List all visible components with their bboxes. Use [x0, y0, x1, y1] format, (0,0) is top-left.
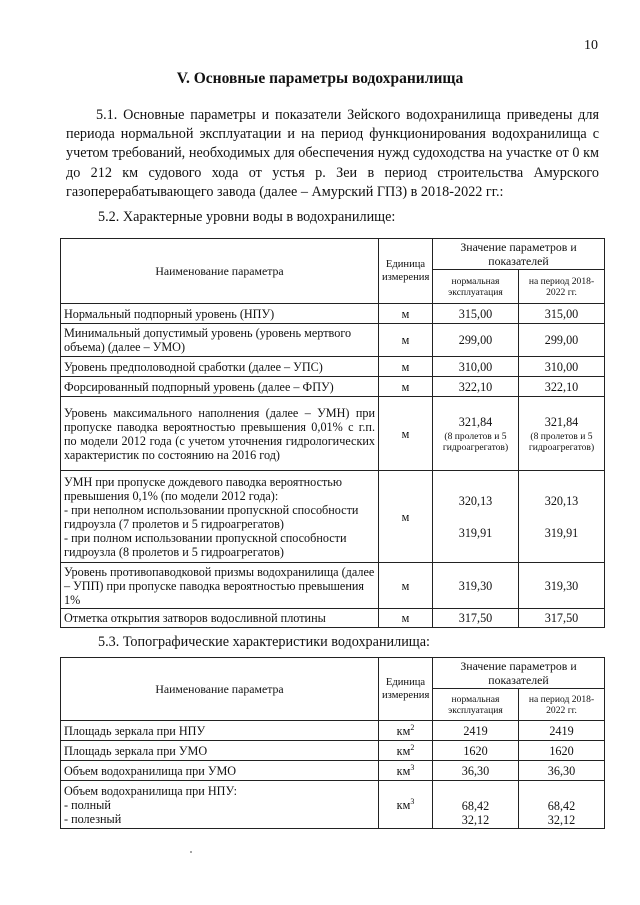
- table-row: Нормальный подпорный уровень (НПУ) м 315,00 315,00: [61, 304, 605, 324]
- scan-speck: [190, 851, 192, 853]
- header-unit: Единица измерения: [379, 658, 433, 721]
- header-values: Значение параметров и показателей: [433, 239, 605, 270]
- header-period: на период 2018-2022 гг.: [519, 270, 605, 304]
- table-row: Площадь зеркала при НПУ $км^2$ 2419 2419: [61, 721, 605, 741]
- subheading-5-3: 5.3. Топографические характеристики водохранилища:: [98, 634, 430, 650]
- table-row: Уровень предполоводной сработки (далее – УПС) м 310,00 310,00: [61, 357, 605, 377]
- subheading-5-2: 5.2. Характерные уровни воды в водохранилище:: [98, 209, 396, 225]
- table-row: Форсированный подпорный уровень (далее – ФПУ) м 322,10 322,10: [61, 377, 605, 397]
- table-row: Объем водохранилища при УМО $км^3$ 36,30 36,30: [61, 761, 605, 781]
- header-normal: нормальная эксплуатация: [433, 270, 519, 304]
- topographic-table: [60, 657, 605, 829]
- table-row: Уровень максимального наполнения (далее – УМН) при пропуске паводка вероятностью превышения 0,01% с г.п. по модели 2012 года (с учетом уточнения гидрологических характеристик по состоянию на 2016 год) м 321,84 (8 пролетов и 5 гидроагрегатов) 321,84 (8 пролетов и 5 гидроагрегатов): [61, 397, 605, 471]
- water-levels-table: [60, 238, 605, 628]
- header-name: Наименование параметра: [61, 239, 379, 304]
- page-number: 10: [584, 38, 598, 53]
- section-title: V. Основные параметры водохранилища: [176, 70, 464, 87]
- table-row: Минимальный допустимый уровень (уровень мертвого объема) (далее – УМО) м 299,00 299,00: [61, 324, 605, 357]
- table-row: Отметка открытия затворов водосливной плотины м 317,50 317,50: [61, 609, 605, 628]
- header-name: Наименование параметра: [61, 658, 379, 721]
- header-values: Значение параметров и показателей: [433, 658, 605, 689]
- paragraph-5-1: 5.1. Основные параметры и показатели Зейского водохранилища приведены для периода нормальной эксплуатации и на период функционирования водохранилища с учетом требований, необходимых для обеспечения нужд судоходства на участке от 0 км до 212 км судового хода от устья р. Зеи в период строительства Амурского газоперерабатывающего завода (далее – Амурский ГПЗ) в 2018-2022 гг.:: [66, 107, 599, 200]
- header-unit: Единица измерения: [379, 239, 433, 304]
- header-normal: нормальная эксплуатация: [433, 689, 519, 721]
- header-period: на период 2018-2022 гг.: [519, 689, 605, 721]
- table-row: Уровень противопаводковой призмы водохранилища (далее – УПП) при пропуске паводка вероятностью превышения 1% м 319,30 319,30: [61, 563, 605, 609]
- table-row: УМН при пропуске дождевого паводка вероятностью превышения 0,1% (по модели 2012 года): - при неполном использовании пропускной способности гидроузла (7 пролетов и 5 гидроагрегатов) - при полном использовании пропускной способности гидроузла (8 пролетов и 5 гидроагрегатов) м 320,13 319,91 320,13 319,91: [61, 471, 605, 563]
- table-row: Площадь зеркала при УМО $км^2$ 1620 1620: [61, 741, 605, 761]
- table-row: Объем водохранилища при НПУ: - полный - полезный $км^3$ 68,42 32,12 68,42 32,12: [61, 781, 605, 829]
